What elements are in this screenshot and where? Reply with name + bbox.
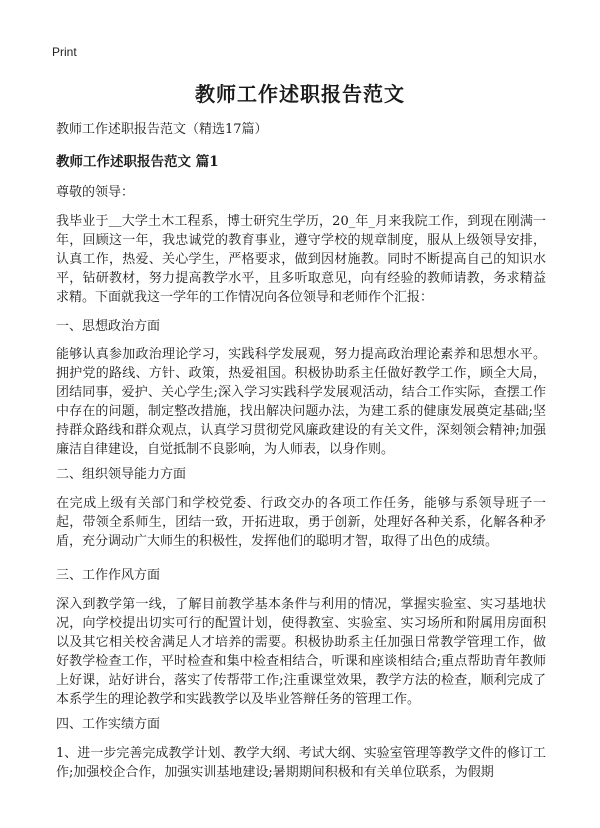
- greeting: 尊敬的领导：: [56, 185, 135, 200]
- paragraph-politics: 能够认真参加政治理论学习，实践科学发展观，努力提高政治理论素养和思想水平。拥护党的路线、方针、政策，热爱祖国。积极协助系主任做好教学工作，顾全大局，团结同事，爱护、关心学生;深入学习实践科学发展观活动，结合工作实际，查摆工作中存在的问题，制定整改措施，找出解决问题办法，为建工系的健康发展奠定基础;坚持群众路线和群众观点，认真学习贯彻党风廉政建设的有关文件，深刻领会精神;加强廉洁自律建设，自觉抵制不良影响，为人师表，以身作则。: [56, 347, 546, 457]
- paragraph-work-style: 深入到教学第一线，了解目前教学基本条件与利用的情况，掌握实验室、实习基地状况，向学校提出切实可行的配置计划，使得教室、实验室、实习场所和附属用房面积以及其它相关校舍满足人才培养的需要。积极协助系主任加强日常教学管理工作，做好教学检查工作，平时检查和集中检查相结合，听课和座谈相结合;重点帮助青年教师上好课，站好讲台，落实了传帮带工作;注重课堂效果，教学方法的检查，顺利完成了本系学生的理论教学和实践教学以及毕业答辩任务的管理工作。: [56, 597, 546, 707]
- paragraph-leadership: 在完成上级有关部门和学校党委、行政交办的各项工作任务，能够与系领导班子一起，带领全系师生，团结一致，开拓进取，勇于创新，处理好各种关系，化解各种矛盾，充分调动广大师生的积极性，发挥他们的聪明才智，取得了出色的成绩。: [56, 496, 546, 549]
- heading-leadership: 二、组织领导能力方面: [56, 467, 187, 482]
- heading-achievements: 四、工作实绩方面: [56, 717, 161, 732]
- heading-work-style: 三、工作作风方面: [56, 568, 161, 583]
- subtitle: 教师工作述职报告范文（精选17篇）: [56, 122, 268, 137]
- print-label: Print: [52, 45, 77, 59]
- page-title: 教师工作述职报告范文: [195, 82, 405, 106]
- paragraph-achievements: 1、进一步完善完成教学计划、教学大纲、考试大纲、实验室管理等教学文件的修订工作;加强校企合作，加强实训基地建设;暑期期间积极和有关单位联系，为假期: [56, 746, 546, 780]
- paragraph-intro: 我毕业于＿大学土木工程系，博士研究生学历，20_年_月来我院工作，到现在刚满一年，回顾这一年，我忠诚党的教育事业，遵守学校的规章制度，服从上级领导安排，认真工作，热爱、关心学生，严格要求，做到因材施教。同时不断提高自己的知识水平，钻研教材，努力提高教学水平，且多听取意见，向有经验的教师请教，务求精益求精。下面就我这一学年的工作情况向各位领导和老师作个汇报：: [56, 214, 546, 305]
- section-title: 教师工作述职报告范文 篇1: [56, 154, 219, 170]
- heading-politics: 一、思想政治方面: [56, 319, 161, 334]
